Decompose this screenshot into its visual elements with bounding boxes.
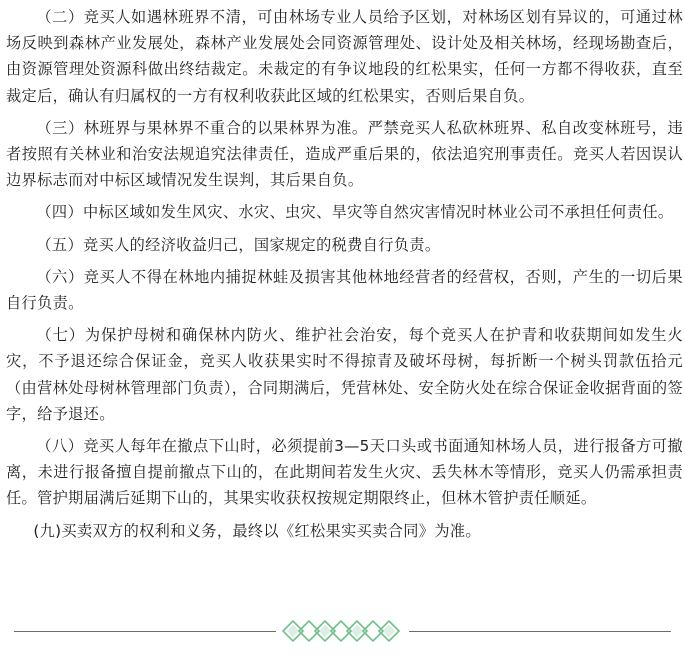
section-divider: [14, 617, 671, 645]
green-diamond-chain-icon: [280, 618, 406, 644]
paragraph-4: （四）中标区域如发生风灾、水灾、虫灾、旱灾等自然灾害情况时林业公司不承担任何责任。: [36, 203, 674, 222]
paragraph-8: （八）竞买人每年在撤点下山时，必须提前3—5天口头或书面通知林场人员，进行报备方可撤离，未进行报备擅自提前撤点下山的，在此期间若发生火灾、丢失林木等情形，竞买人仍需承担责任。管护期届满后延期下山的，其果实收获权按规定期限终止，但林木管护责任顺延。: [6, 437, 683, 508]
paragraph-9: (九)买卖双方的权利和义务，最终以《红松果实买卖合同》为准。: [33, 521, 481, 540]
paragraph-6: （六）竞买人不得在林地内捕捉林蛙及损害其他林地经营者的经营权，否则，产生的一切后果自行负责。: [6, 267, 683, 313]
paragraph-3: （三）林班界与果林界不重合的以果林界为准。严禁竞买人私砍林班界、私自改变林班号，违者按照有关林业和治安法规追究法律责任，造成严重后果的，依法追究刑事责任。竞买人若因误认边界标志而对中标区域情况发生误判，其后果自负。: [6, 118, 683, 190]
document-body: [6, 4, 683, 550]
paragraph-2: （二）竞买人如遇林班界不清，可由林场专业人员给予区划，对林场区划有异议的，可通过林场反映到森林产业发展处，森林产业发展处会同资源管理处、设计处及相关林场，经现场勘查后，由资源管理处资源科做出终结裁定。未裁定的有争议地段的红松果实，任何一方都不得收获，直至裁定后，确认有归属权的一方有权利收获此区域的红松果实，否则后果自负。: [6, 8, 683, 105]
paragraph-7: （七）为保护母树和确保林内防火、维护社会治安，每个竞买人在护青和收获期间如发生火灾，不予退还综合保证金，竞买人收获果实时不得掠青及破坏母树，每折断一个树头罚款伍拾元（由营林处母树林管理部门负责），合同期满后，凭营林处、安全防火处在综合保证金收据背面的签字，给予退还。: [6, 326, 683, 423]
divider-line-left: [14, 631, 276, 632]
paragraph-5: （五）竞买人的经济收益归己，国家规定的税费自行负责。: [36, 235, 441, 254]
divider-line-right: [409, 631, 671, 632]
